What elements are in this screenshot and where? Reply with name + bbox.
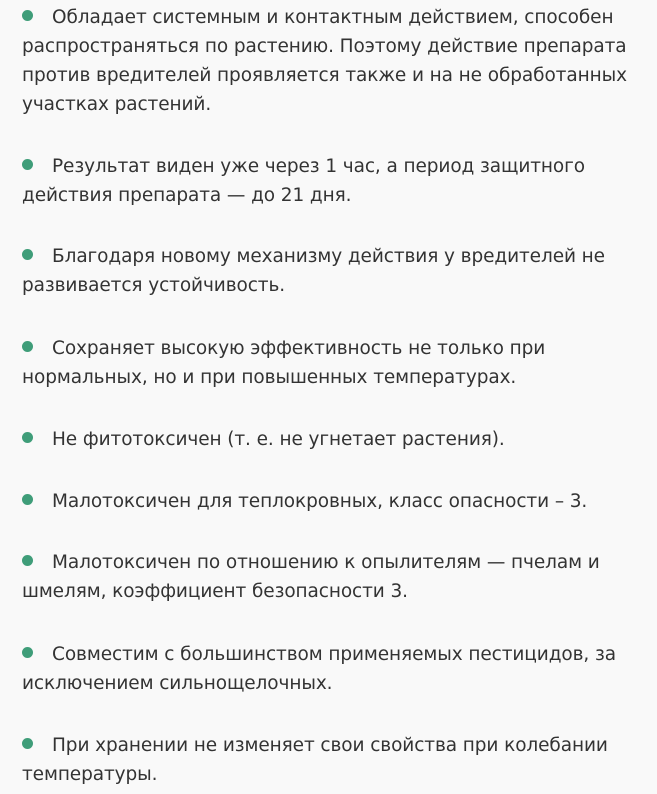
list-item-text: Благодаря новому механизму действия у вредителей не развивается устойчивость. xyxy=(22,246,605,296)
list-item-text: Совместим с большинством применяемых пестицидов, за исключением сильнощелочных. xyxy=(22,644,616,694)
list-item-text: Малотоксичен для теплокровных, класс опасности – 3. xyxy=(52,491,588,512)
list-item xyxy=(22,242,632,300)
list-item-text: Результат виден уже через 1 час, а период защитного действия препарата — до 21 дня. xyxy=(22,156,585,206)
bullet-icon xyxy=(22,494,33,505)
list-item-text: Обладает системным и контактным действием, способен распространяться по растению. Поэтому действие препарата против вредителей проявляется также и на не обработанных участках растений. xyxy=(22,7,627,115)
list-item-text: Сохраняет высокую эффективность не только при нормальных, но и при повышенных температурах. xyxy=(22,338,546,388)
list-item xyxy=(22,548,632,606)
bullet-icon xyxy=(22,432,33,443)
bullet-icon xyxy=(22,10,33,21)
list-item-text: При хранении не изменяет свои свойства при колебании температуры. xyxy=(22,735,608,785)
list-item-text: Малотоксичен по отношению к опылителям — пчелам и шмелям, коэффициент безопасности 3. xyxy=(22,552,600,602)
list-item xyxy=(22,152,632,210)
list-item xyxy=(22,487,632,516)
bullet-icon xyxy=(22,738,33,749)
bullet-icon xyxy=(22,647,33,658)
bullet-icon xyxy=(22,249,33,260)
bullet-icon xyxy=(22,341,33,352)
list-item-text: Не фитотоксичен (т. е. не угнетает растения). xyxy=(52,429,505,450)
list-item xyxy=(22,425,632,454)
list-item xyxy=(22,334,632,392)
bullet-icon xyxy=(22,555,33,566)
list-item xyxy=(22,640,632,698)
list-item xyxy=(22,731,632,789)
bullet-icon xyxy=(22,159,33,170)
list-item xyxy=(22,3,632,119)
